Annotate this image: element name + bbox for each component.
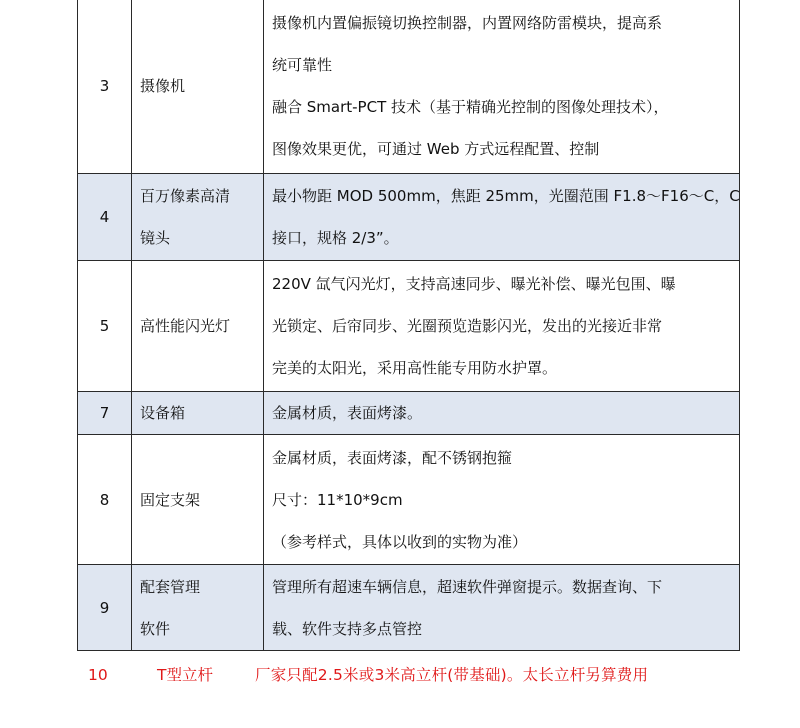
item-name-line: 软件: [140, 619, 171, 638]
description-line: 220V 氙气闪光灯，支持高速同步、曝光补偿、曝光包围、曝: [272, 275, 676, 293]
table-row: [78, 435, 740, 565]
item-name-line: 镜头: [140, 229, 171, 247]
item-description: [264, 392, 740, 435]
item-name: [132, 392, 264, 435]
description-line: 统可靠性: [272, 56, 333, 74]
row-number: 9: [78, 565, 132, 651]
description-line: 最小物距 MOD 500mm，焦距 25mm，光圈范围 F1.8～F16～C，C: [272, 187, 740, 205]
item-name: [132, 435, 264, 565]
table-row: [78, 261, 740, 392]
row-number: 5: [78, 261, 132, 392]
description-line: 完美的太阳光，采用高性能专用防水护罩。: [272, 359, 558, 377]
footer-note-row: [0, 664, 800, 686]
item-name-line: 摄像机: [140, 77, 186, 95]
table-row: [78, 174, 740, 261]
item-name: [132, 565, 264, 651]
item-name-line: 配套管理: [140, 577, 201, 596]
item-name-line: 设备箱: [140, 404, 186, 422]
item-description: [264, 174, 740, 261]
row-number: 4: [78, 174, 132, 261]
item-description: [264, 261, 740, 392]
row-number: 8: [78, 435, 132, 565]
item-name-line: 高性能闪光灯: [140, 317, 231, 335]
description-line: 接口，规格 2/3”。: [272, 229, 399, 247]
item-name-line: 固定支架: [140, 490, 201, 509]
description-line: 光锁定、后帘同步、光圈预览造影闪光，发出的光接近非常: [272, 317, 663, 335]
description-line: 管理所有超速车辆信息，超速软件弹窗提示。数据查询、下: [272, 577, 663, 596]
spec-table: [77, 0, 740, 651]
description-line: 图像效果更优，可通过 Web 方式远程配置、控制: [272, 140, 600, 158]
description-line: 金属材质，表面烤漆，配不锈钢抱箍: [272, 448, 513, 467]
item-description: [264, 0, 740, 174]
table-row: [78, 0, 740, 174]
item-description: [264, 565, 740, 651]
description-line: 金属材质，表面烤漆。: [272, 404, 423, 422]
item-name: [132, 0, 264, 174]
table-row: [78, 565, 740, 651]
description-line: （参考样式，具体以收到的实物为准）: [272, 532, 528, 551]
item-name-line: 百万像素高清: [140, 187, 231, 205]
row-number: 3: [78, 0, 132, 174]
footer-row-number: 10: [88, 666, 108, 684]
item-name: [132, 261, 264, 392]
footer-item-name: T型立杆: [157, 666, 213, 684]
description-line: 融合 Smart-PCT 技术（基于精确光控制的图像处理技术），: [272, 98, 669, 116]
table-row: [78, 392, 740, 435]
item-description: [264, 435, 740, 565]
item-name: [132, 174, 264, 261]
row-number: 7: [78, 392, 132, 435]
footer-item-description: 厂家只配2.5米或3米高立杆(带基础)。太长立杆另算费用: [255, 666, 649, 684]
description-line: 摄像机内置偏振镜切换控制器，内置网络防雷模块，提高系: [272, 14, 663, 32]
description-line: 尺寸：11*10*9cm: [272, 490, 403, 509]
description-line: 载、软件支持多点管控: [272, 619, 423, 638]
